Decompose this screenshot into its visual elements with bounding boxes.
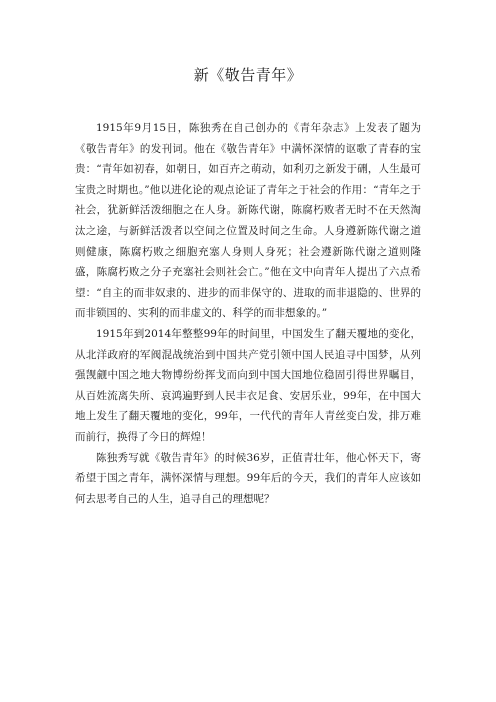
paragraph-2: 1915年到2014年整整99年的时间里，中国发生了翻天覆地的变化，从北洋政府的军阀混战统治到中国共产党引领中国人民追寻中国梦，从列强觊觎中国之地大物博纷纷挥戈而向到中国大国地位稳固引得世界瞩目，从百姓流离失所、哀鸿遍野到人民丰衣足食、安居乐业，99年，在中国大地上发生了翻天覆地的变化，99年，一代代的青年人青丝变白发，排万难而前行，换得了今日的辉煌！ — [75, 327, 421, 443]
paragraph-3: 陈独秀写就《敬告青年》的时候36岁，正值青壮年，他心怀天下，寄希望于国之青年，满怀深情与理想。99年后的今天，我们的青年人应该如何去思考自己的人生，追寻自己的理想呢？ — [75, 451, 421, 505]
document-title: 新《敬告青年》 — [193, 66, 303, 84]
document-body — [75, 118, 421, 509]
paragraph-1: 1915年9月15日，陈独秀在自己创办的《青年杂志》上发表了题为《敬告青年》的发刊词。他在《敬告青年》中满怀深情的讴歌了青春的宝贵：“青年如初春，如朝日，如百卉之萌动，如利刃之新发于硎，人生最可宝贵之时期也。”他以进化论的观点论证了青年之于社会的作用：“青年之于社会，犹新鲜活泼细胞之在人身。新陈代谢，陈腐朽败者无时不在天然淘汰之途，与新鲜活泼者以空间之位置及时间之生命。人身遵新陈代谢之道则健康，陈腐朽败之细胞充塞人身则人身死；社会遵新陈代谢之道则隆盛，陈腐朽败之分子充塞社会则社会亡。”他在文中向青年人提出了六点希望：“自主的而非奴隶的、进步的而非保守的、进取的而非退隐的、世界的而非锁国的、实利的而非虚文的、科学的而非想象的。” — [75, 122, 421, 320]
